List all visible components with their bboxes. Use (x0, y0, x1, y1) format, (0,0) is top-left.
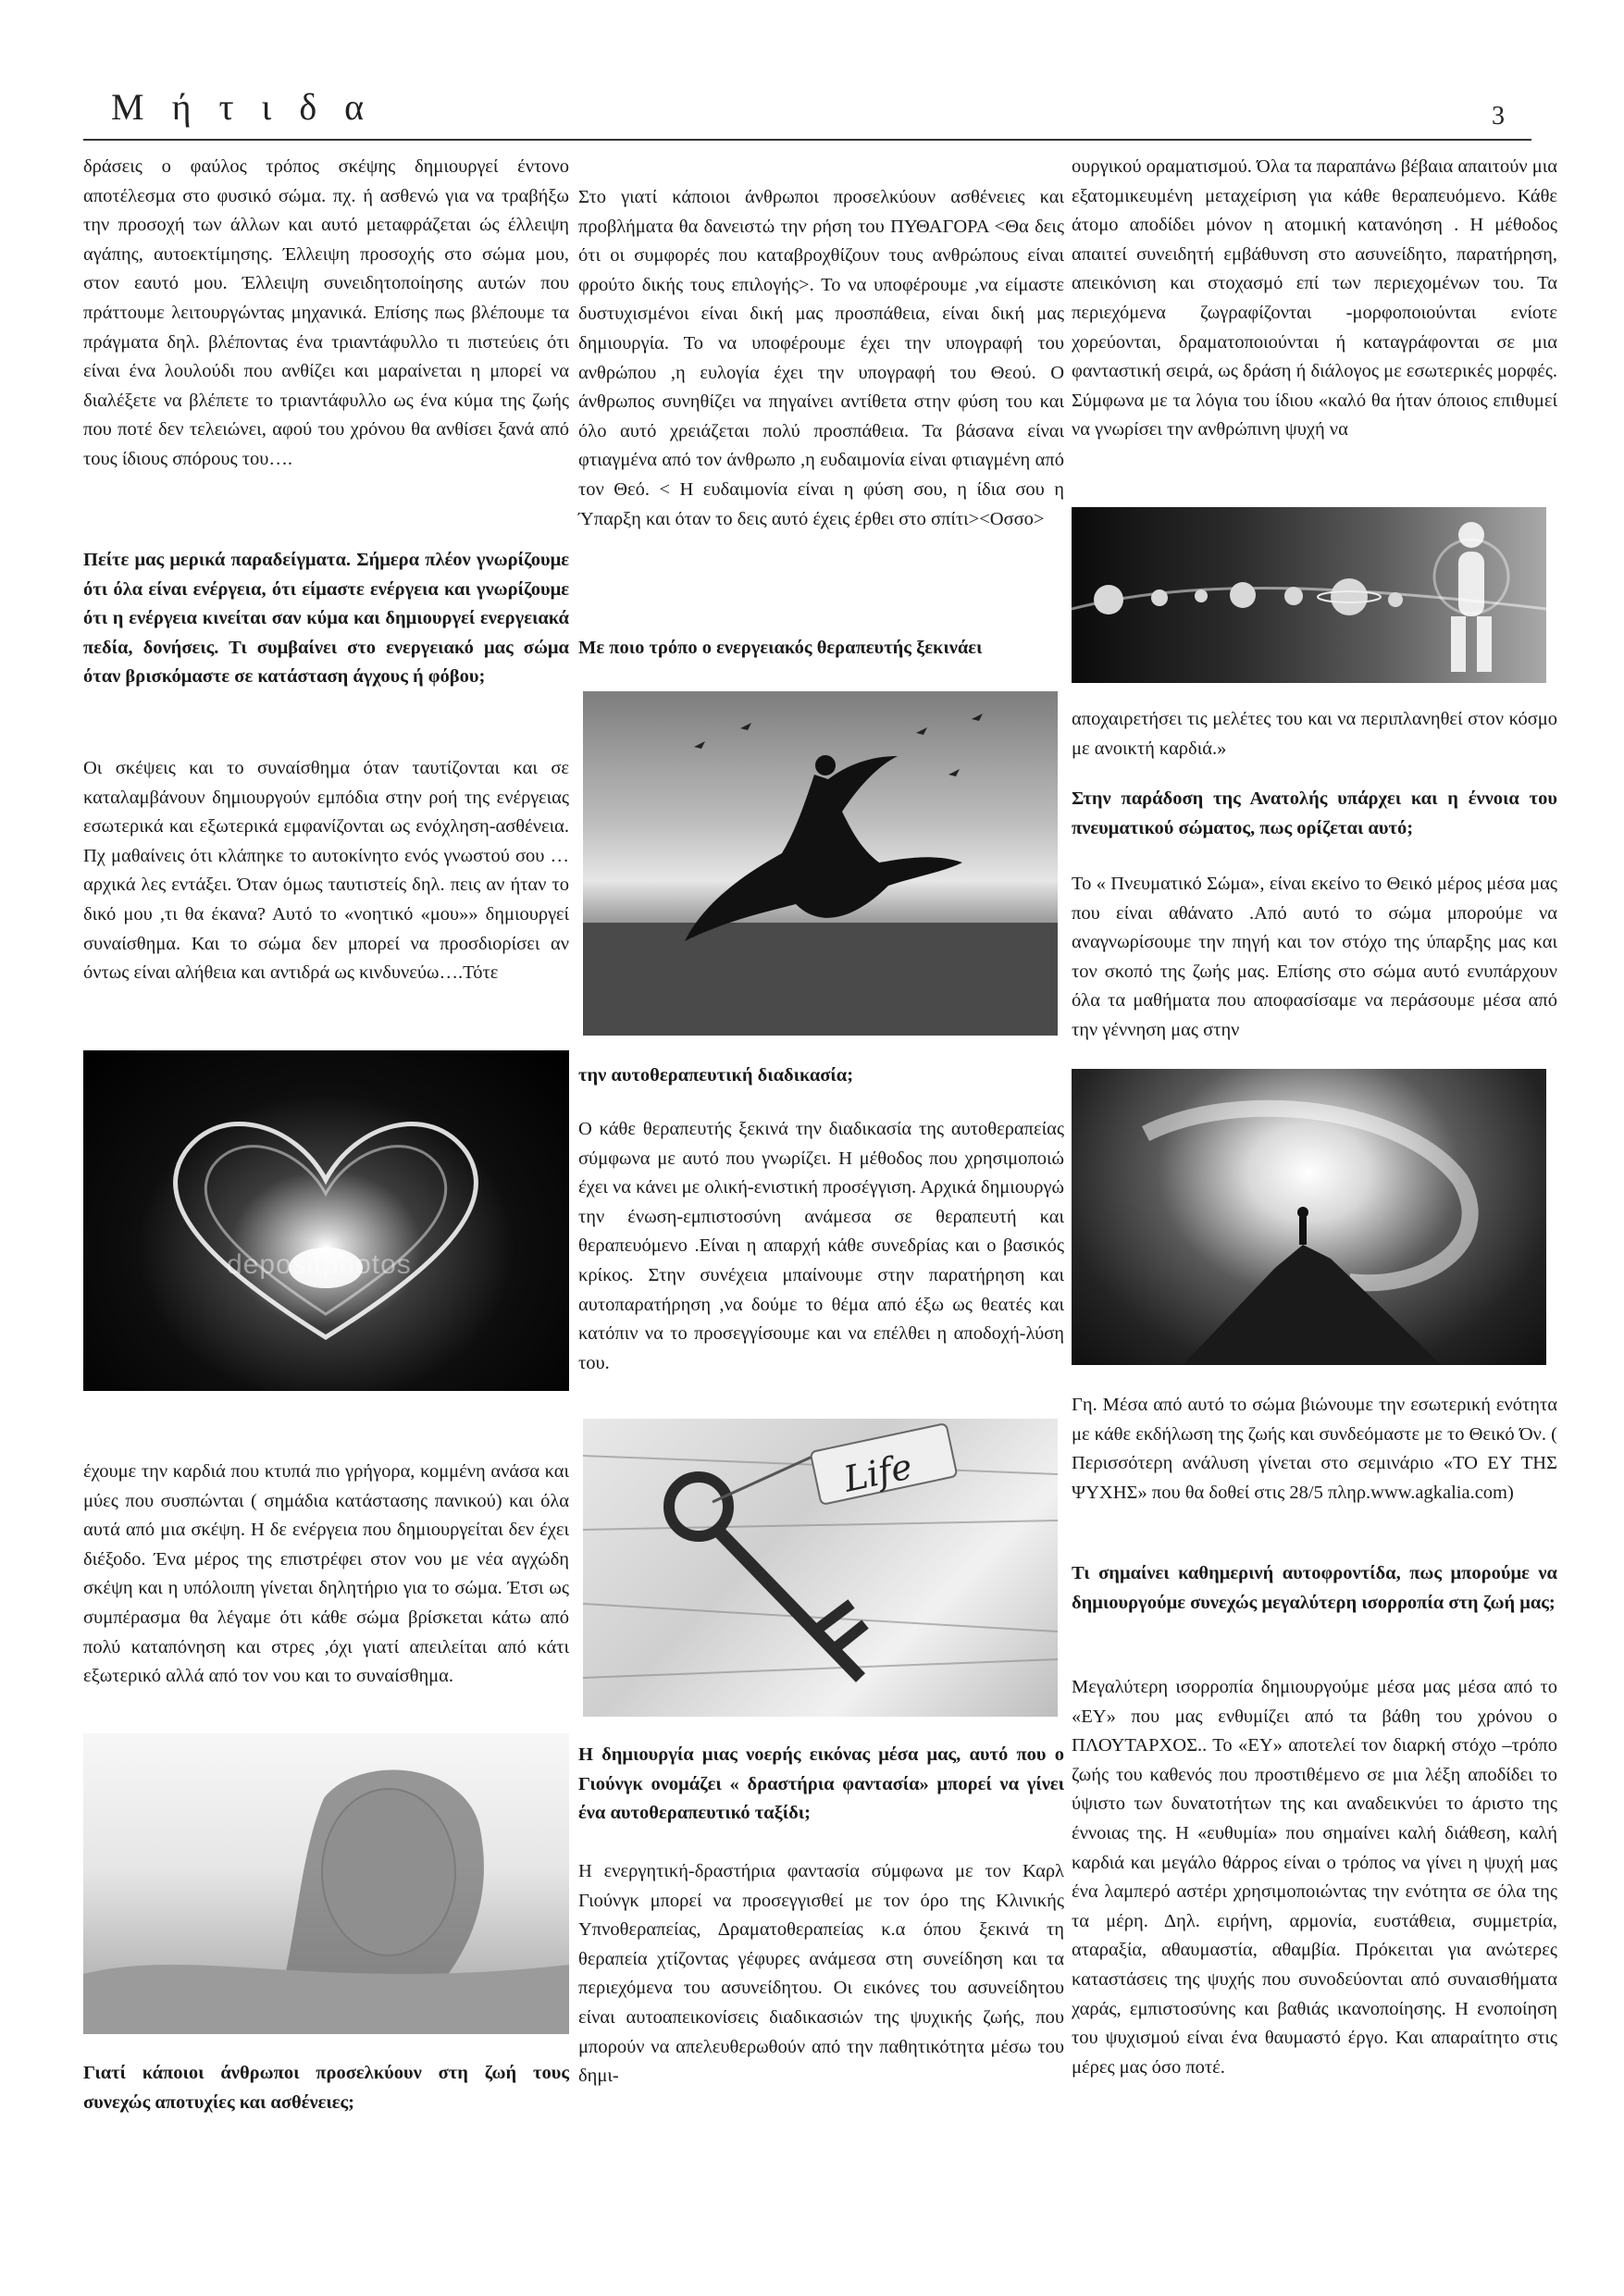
smiling-woman-image (83, 1733, 569, 2034)
col3-question-2: Τι σημαίνει καθημερινή αυτοφροντίδα, πως μπορούμε να δημιουργούμε συνεχώς μεγαλύτερη ισορροπία στη ζωή μας; (1072, 1563, 1557, 1613)
col3-paragraph-1: ουργικού οραματισμού. Όλα τα παραπάνω βέβαια απαιτούν μια εξατομικευμένη μεταχείριση για κάθε θεραπευόμενο. Κάθε άτομο αποδίδει μόνον η ατομική κατανόηση . Η μέθοδος απαιτεί συνειδητή εμβάθυνση στο ασυνείδητο, παρατήρηση, απεικόνιση και στοχασμό επί των περιεχομένων του. Τα περιεχόμενα ζωγραφίζονται -μορφοποιούνται ενίοτε χορεύονται, δραματοποιούνται ή καταγράφονται σε μια φανταστική σειρά, ως δράση ή διάλογος με εσωτερικές μορφές. Σύμφωνα με τα λόγια του ίδιου «καλό θα ήταν όποιος επιθυμεί να γνωρίσει την ανθρώπινη ψυχή να (1072, 156, 1557, 441)
col2-paragraph-1: Στο γιατί κάποιοι άνθρωποι προσελκύουν ασθένειες και προβλήματα θα δανειστώ την ρήση του ΠΥΘΑΓΟΡΑ <Θα δεις ότι οι συμφορές που καταβροχθίζουν τους ανθρώπους είναι φρούτο δικής τους επιλογής>. Το να υποφέρουμε ,να είμαστε δυστυχισμένοι είναι δική μας προσπάθεια, είναι δική μας δημιουργία. Το να υποφέρουμε έχει την υπογραφή του ανθρώπου ,η ευλογία έχει την υπογραφή του Θεού. Ο άνθρωπος συνηθίζει να πηγαίνει αντίθετα στην φύση του και όλο αυτό χρειάζεται πολύ προσπάθεια. Τα βάσανα είναι φτιαγμένα από τον άνθρωπο ,η ευδαιμονία είναι φτιαγμένη από τον Θεό. < Η ευδαιμονία είναι η φύση σου, η ίδια σου η Ύπαρξη και όταν το δεις αυτό έχεις έρθει στο σπίτι><Οσσο> (578, 187, 1064, 529)
col3-paragraph-3: Το « Πνευματικό Σώμα», είναι εκείνο το Θεικό μέρος μέσα μας που είναι αθάνατο .Από αυτό το σώμα μπορούμε να αναγνωρίσουμε την πηγή και τον στόχο της ύπαρξης μας και τον σκοπό της ζωής μας. Επίσης στο σώμα αυτό ενυπάρχουν όλα τα μαθήματα που αποφασίσαμε να περάσουμε μέσα από την γέννηση μας στην (1072, 874, 1557, 1040)
col1-question-2: Γιατί κάποιοι άνθρωποι προσελκύουν στη ζωή τους συνεχώς αποτυχίες και ασθένειες; (83, 2063, 569, 2113)
solar-system-image (1072, 507, 1546, 683)
key-image (583, 1419, 1058, 1717)
col3-paragraph-4: Γη. Μέσα από αυτό το σώμα βιώνουμε την εσωτερική ενότητα με κάθε εκδήλωση της ζωής και συνδεόμαστε με το Θεικό Όν. ( Περισσότερη ανάλυση γίνεται στο σεμινάριο «ΤΟ ΕΥ ΤΗΣ ΨΥΧΗΣ» που θα δοθεί στις 28/5 πληρ.www.agkalia.com) (1072, 1395, 1557, 1503)
vintage-key-icon (583, 1419, 1058, 1717)
planets-body-icon (1072, 507, 1546, 683)
page-number: 3 (1492, 102, 1505, 130)
key-tag-label: Life (840, 1446, 916, 1500)
dancer-image (583, 691, 1058, 1036)
header-rule (83, 139, 1531, 141)
col2-question-1a: Με ποιο τρόπο ο ενεργειακός θεραπευτής ξεκινάει (578, 638, 983, 658)
magazine-title: Μ ή τ ι δ α (111, 86, 374, 128)
col3-question-1: Στην παράδοση της Ανατολής υπάρχει και η έννοια του πνευματικού σώματος, πως ορίζεται αυτό; (1072, 788, 1557, 838)
col1-paragraph-3: έχουμε την καρδιά που κτυπά πιο γρήγορα, κομμένη ανάσα και μύες που συσπώνται ( σημάδια κατάστασης πανικού) και όλα αυτά από μια σκέψη. Η δε ενέργεια που δημιουργείται δεν έχει διέξοδο. Ένα μέρος της επιστρέφει στον νου με νέα αγχώδη σκέψη και η υπόλοιπη γίνεται δηλητήριο για το σώμα. Έτσι ως συμπέρασμα θα λέγαμε ότι κάθε σώμα βρίσκεται κάτω από πολύ καταπόνηση και στρες ,όχι γιατί απειλείται από κάτι εξωτερικό αλλά από τον νου και το συναίσθημα. (83, 1461, 569, 1687)
mountain-person-icon (1072, 1069, 1546, 1365)
heart-shape-icon (83, 1050, 569, 1391)
col3-paragraph-2: αποχαιρετήσει τις μελέτες του και να περιπλανηθεί στον κόσμο με ανοικτή καρδιά.» (1072, 709, 1557, 759)
col2-paragraph-3: Η ενεργητική-δραστήρια φαντασία σύμφωνα με τον Καρλ Γιούνγκ μπορεί να προσεγγισθεί με τον όρο της Κλινικής Υπνοθεραπείας, Δραματοθεραπείας κ.α όπου ξεκινά τη θεραπεία χτίζοντας γέφυρες ανάμεσα στη συνείδηση και τα περιεχόμενα του ασυνείδητου. Οι εικόνες του ασυνείδητου είναι αυτοαπεικονίσεις διαδικασιών της ψυχικής ζωής, που μπορούν να απελευθερωθούν από την παθητικότητα μέσω του δημι- (578, 1861, 1064, 2087)
col3-paragraph-5: Μεγαλύτερη ισορροπία δημιουργούμε μέσα μας μέσα από το «ΕΥ» που μας ενθυμίζει από τα βάθη του χρόνου ο ΠΛΟΥΤΑΡΧΟΣ.. Το «ΕΥ» αποτελεί τον διαρκή στόχο –τρόπο ζωής του καθενός που προστιθέμενο σε μια λέξη αποδίδει το ύψιστο των δυνατοτήτων της και αναδεικνύει το άριστο της έννοιας της. Η «ευθυμία» που σημαίνει καλή διάθεση, καλή καρδιά και μεγάλο θάρρος είναι ο τρόπος να γίνει η ψυχή μας ένα λαμπερό αστέρι χρησιμοποιώντας την ενότητα σε όλα της τα μέρη. Δηλ. ειρήνη, αρμονία, ευστάθεια, συμμετρία, αταραξία, αθαυμαστία, αθαμβία. Πρόκειται για ανώτερες καταστάσεις της ψυχής που συνοδεύονται από συναισθήματα χαράς, εμπιστοσύνης και βαθιάς ικανοποίησης. Η ενοποίηση του ψυχισμού είναι ένα θαυμαστό έργο. Και απαραίτητο στις μέρες μας όσο ποτέ. (1072, 1677, 1557, 2078)
col2-question-1b: την αυτοθεραπευτική διαδικασία; (578, 1065, 854, 1086)
heart-light-image (83, 1050, 569, 1391)
col1-question-1: Πείτε μας μερικά παραδείγματα. Σήμερα πλέον γνωρίζουμε ότι όλα είναι ενέργεια, ότι είμαστε ενέργεια και γνωρίζουμε ότι η ενέργεια κινείται σαν κύμα και δημιουργεί ενεργειακά πεδία, δονήσεις. Τι συμβαίνει στο ενεργειακό μας σώμα όταν βρισκόμαστε σε κατάσταση άγχους ή φόβου; (83, 550, 569, 688)
galaxy-mountain-image (1072, 1069, 1546, 1365)
col2-paragraph-2: Ο κάθε θεραπευτής ξεκινά την διαδικασία της αυτοθεραπείας σύμφωνα με αυτό που γνωρίζει. Η μέθοδος που χρησιμοποιώ έχει να κάνει με ολική-ενιστική προσέγγιση. Αρχικά δημιουργώ την ένωση-εμπιστοσύνη ανάμεσα σε θεραπευτή και θεραπευόμενο .Είναι η απαρχή κάθε συνεδρίας και ο βασικός κρίκος. Στην συνέχεια μπαίνουμε στην παρατήρηση και αυτοπαρατήρηση ,να δούμε το θέμα από έξω ως θεατές και κατόπιν να το προσεγγίσουμε και να επέλθει η αποδοχή-λύση του. (578, 1119, 1064, 1373)
col2-question-2: Η δημιουργία μιας νοερής εικόνας μέσα μας, αυτό που ο Γιούνγκ ονομάζει « δραστήρια φαντασία» μπορεί να γίνει ένα αυτοθεραπευτικό ταξίδι; (578, 1744, 1064, 1824)
woman-photo-icon (83, 1733, 569, 2034)
image-watermark: depositphotos (227, 1249, 412, 1280)
col1-paragraph-2: Οι σκέψεις και το συναίσθημα όταν ταυτίζονται και σε καταλαμβάνουν δημιουργούν εμπόδια στην ροή της ενέργειας εσωτερικά και εξωτερικά εμφανίζονται ως ενόχληση-ασθένεια. Πχ μαθαίνεις ότι κλάπηκε το αυτοκίνητο ενός γνωστού σου …αρχικά λες εντάξει. Όταν όμως ταυτιστείς δηλ. πεις αν ήταν το δικό μου ,τι θα έκανα? Αυτό το «νοητικό «μου»» δημιουργεί συναίσθημα. Και το σώμα δεν μπορεί να προσδιορίσει αν όντως είναι αλήθεια και αντιδρά ως κινδυνεύω….Τότε (83, 758, 569, 984)
dancer-silhouette-icon (583, 691, 1058, 1036)
col1-paragraph-1: δράσεις ο φαύλος τρόπος σκέψης δημιουργεί έντονο αποτέλεσμα στο φυσικό σώμα. πχ. ή ασθενώ για να τραβήξω την προσοχή των άλλων και αυτό μεταφράζεται ώς έλλειψη αγάπης, αυτοεκτίμησης. Έλλειψη προσοχής στο σώμα μου, στον εαυτό μου. Έλλειψη συνειδητοποίησης αυτών που πράττουμε λειτουργώντας μηχανικά. Επίσης πως βλέπουμε τα πράγματα δηλ. βλέποντας ένα τριαντάφυλλο τι πιστεύεις ότι είναι ένα λουλούδι που ανθίζει και μαραίνεται η μπορεί να διαλέξετε να βλέπετε το τριαντάφυλλο ως ένα κύμα της ζωής που ποτέ δεν τελειώνει, αφού του χρόνου θα ανθίσει ξανά από τους ίδιους σπόρους του…. (83, 156, 569, 469)
